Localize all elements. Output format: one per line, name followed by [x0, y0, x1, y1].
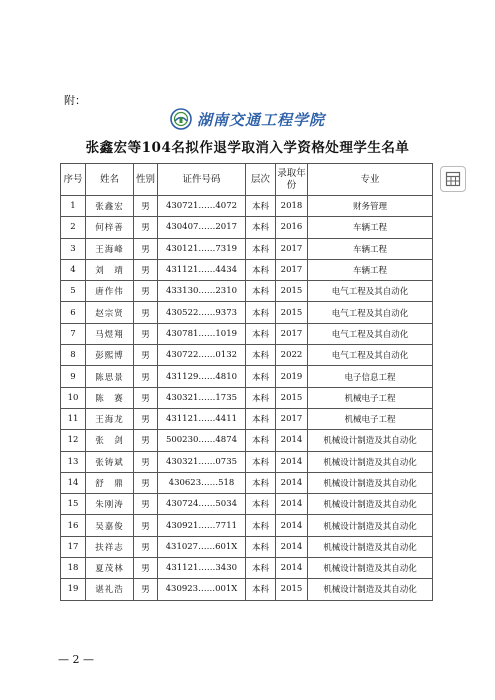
table-body	[61, 196, 433, 601]
cell-major: 机械设计制造及其自动化	[308, 536, 433, 557]
cell-name: 彭熙博	[86, 345, 134, 366]
cell-level: 本科	[246, 515, 276, 536]
cell-index: 11	[61, 408, 86, 429]
cell-major: 机械设计制造及其自动化	[308, 579, 433, 600]
cell-level: 本科	[246, 494, 276, 515]
cell-admission-year: 2019	[276, 366, 308, 387]
cell-index: 9	[61, 366, 86, 387]
cell-major: 电气工程及其自动化	[308, 345, 433, 366]
cell-major: 机械设计制造及其自动化	[308, 515, 433, 536]
cell-name: 夏茂林	[86, 558, 134, 579]
cell-admission-year: 2017	[276, 408, 308, 429]
cell-name: 张鑫宏	[86, 196, 134, 217]
cell-admission-year: 2017	[276, 259, 308, 280]
cell-level: 本科	[246, 345, 276, 366]
cell-id-number: 430923……001X	[158, 579, 246, 600]
table-row	[61, 366, 433, 387]
cell-level: 本科	[246, 238, 276, 259]
cell-major: 机械设计制造及其自动化	[308, 494, 433, 515]
cell-level: 本科	[246, 366, 276, 387]
cell-index: 5	[61, 281, 86, 302]
cell-id-number: 430722……0132	[158, 345, 246, 366]
header-id-number: 证件号码	[158, 164, 246, 196]
cell-level: 本科	[246, 387, 276, 408]
cell-level: 本科	[246, 281, 276, 302]
cell-name: 王海峰	[86, 238, 134, 259]
cell-id-number: 430623……518	[158, 472, 246, 493]
cell-gender: 男	[134, 302, 158, 323]
cell-index: 17	[61, 536, 86, 557]
cell-name: 王海龙	[86, 408, 134, 429]
cell-admission-year: 2018	[276, 196, 308, 217]
cell-index: 13	[61, 451, 86, 472]
cell-index: 12	[61, 430, 86, 451]
cell-name: 吴嘉俊	[86, 515, 134, 536]
cell-name: 谌礼浩	[86, 579, 134, 600]
cell-id-number: 431027……601X	[158, 536, 246, 557]
cell-gender: 男	[134, 408, 158, 429]
document-title: 张鑫宏等104名拟作退学取消入学资格处理学生名单	[85, 140, 410, 156]
cell-admission-year: 2017	[276, 323, 308, 344]
cell-admission-year: 2014	[276, 515, 308, 536]
cell-admission-year: 2014	[276, 451, 308, 472]
cell-index: 14	[61, 472, 86, 493]
cell-level: 本科	[246, 217, 276, 238]
cell-name: 刘 靖	[86, 259, 134, 280]
cell-major: 机械电子工程	[308, 408, 433, 429]
table-row	[61, 217, 433, 238]
cell-admission-year: 2016	[276, 217, 308, 238]
cell-admission-year: 2015	[276, 281, 308, 302]
cell-major: 机械设计制造及其自动化	[308, 451, 433, 472]
school-logo	[170, 106, 325, 132]
cell-gender: 男	[134, 238, 158, 259]
cell-major: 机械设计制造及其自动化	[308, 558, 433, 579]
student-roster-table	[60, 163, 433, 601]
cell-level: 本科	[246, 472, 276, 493]
cell-gender: 男	[134, 558, 158, 579]
cell-name: 赵宗贤	[86, 302, 134, 323]
cell-gender: 男	[134, 579, 158, 600]
cell-admission-year: 2022	[276, 345, 308, 366]
cell-gender: 男	[134, 345, 158, 366]
table-row	[61, 579, 433, 600]
table-row	[61, 281, 433, 302]
cell-name: 陈 赛	[86, 387, 134, 408]
table-row	[61, 558, 433, 579]
cell-name: 陈思景	[86, 366, 134, 387]
cell-level: 本科	[246, 259, 276, 280]
cell-gender: 男	[134, 259, 158, 280]
cell-admission-year: 2014	[276, 558, 308, 579]
cell-major: 机械设计制造及其自动化	[308, 430, 433, 451]
cell-level: 本科	[246, 196, 276, 217]
cell-index: 8	[61, 345, 86, 366]
cell-id-number: 431121……4411	[158, 408, 246, 429]
cell-admission-year: 2014	[276, 536, 308, 557]
cell-major: 机械设计制造及其自动化	[308, 472, 433, 493]
table-row	[61, 196, 433, 217]
table-row	[61, 259, 433, 280]
cell-major: 车辆工程	[308, 259, 433, 280]
table-tool-icon[interactable]	[440, 166, 466, 192]
table-row	[61, 515, 433, 536]
cell-major: 车辆工程	[308, 238, 433, 259]
cell-gender: 男	[134, 430, 158, 451]
cell-id-number: 431129……4810	[158, 366, 246, 387]
cell-level: 本科	[246, 451, 276, 472]
cell-id-number: 430321……0735	[158, 451, 246, 472]
cell-id-number: 431121……3430	[158, 558, 246, 579]
cell-id-number: 430522……9373	[158, 302, 246, 323]
cell-level: 本科	[246, 579, 276, 600]
table-header-row	[61, 164, 433, 196]
cell-level: 本科	[246, 558, 276, 579]
cell-admission-year: 2017	[276, 238, 308, 259]
cell-index: 7	[61, 323, 86, 344]
cell-major: 车辆工程	[308, 217, 433, 238]
table-row	[61, 345, 433, 366]
cell-gender: 男	[134, 366, 158, 387]
header-admission-year: 录取年份	[276, 164, 308, 196]
cell-admission-year: 2015	[276, 387, 308, 408]
cell-id-number: 430407……2017	[158, 217, 246, 238]
logo-text: 湖南交通工程学院	[197, 110, 326, 129]
cell-gender: 男	[134, 323, 158, 344]
cell-gender: 男	[134, 472, 158, 493]
cell-name: 张 剑	[86, 430, 134, 451]
cell-index: 15	[61, 494, 86, 515]
cell-name: 张铸斌	[86, 451, 134, 472]
cell-id-number: 430781……1019	[158, 323, 246, 344]
cell-name: 唐作伟	[86, 281, 134, 302]
cell-major: 电子信息工程	[308, 366, 433, 387]
cell-index: 6	[61, 302, 86, 323]
cell-index: 3	[61, 238, 86, 259]
cell-gender: 男	[134, 494, 158, 515]
header-index: 序号	[61, 164, 86, 196]
table-row	[61, 451, 433, 472]
cell-index: 2	[61, 217, 86, 238]
cell-level: 本科	[246, 430, 276, 451]
cell-index: 4	[61, 259, 86, 280]
cell-major: 机械电子工程	[308, 387, 433, 408]
cell-gender: 男	[134, 451, 158, 472]
cell-gender: 男	[134, 536, 158, 557]
cell-admission-year: 2014	[276, 494, 308, 515]
cell-level: 本科	[246, 302, 276, 323]
cell-level: 本科	[246, 536, 276, 557]
cell-index: 10	[61, 387, 86, 408]
cell-major: 财务管理	[308, 196, 433, 217]
cell-level: 本科	[246, 323, 276, 344]
cell-id-number: 430721……4072	[158, 196, 246, 217]
header-name: 姓名	[86, 164, 134, 196]
cell-gender: 男	[134, 217, 158, 238]
cell-name: 扶祥志	[86, 536, 134, 557]
cell-id-number: 430724……5034	[158, 494, 246, 515]
cell-name: 朱刚涛	[86, 494, 134, 515]
cell-gender: 男	[134, 281, 158, 302]
cell-admission-year: 2014	[276, 430, 308, 451]
cell-id-number: 431121……4434	[158, 259, 246, 280]
cell-index: 1	[61, 196, 86, 217]
cell-major: 电气工程及其自动化	[308, 281, 433, 302]
cell-gender: 男	[134, 387, 158, 408]
table-row	[61, 536, 433, 557]
table-row	[61, 302, 433, 323]
header-level: 层次	[246, 164, 276, 196]
cell-name: 舒 鼎	[86, 472, 134, 493]
cell-name: 何梓善	[86, 217, 134, 238]
school-emblem-icon	[170, 108, 192, 130]
cell-id-number: 430321……1735	[158, 387, 246, 408]
cell-id-number: 500230……4874	[158, 430, 246, 451]
cell-id-number: 430121……7319	[158, 238, 246, 259]
cell-id-number: 433130……2310	[158, 281, 246, 302]
cell-id-number: 430921……7711	[158, 515, 246, 536]
table-row	[61, 387, 433, 408]
table-grid-icon	[445, 171, 461, 187]
header-gender: 性别	[134, 164, 158, 196]
cell-index: 16	[61, 515, 86, 536]
cell-major: 电气工程及其自动化	[308, 302, 433, 323]
cell-name: 马煜翔	[86, 323, 134, 344]
cell-admission-year: 2015	[276, 302, 308, 323]
cell-index: 18	[61, 558, 86, 579]
cell-index: 19	[61, 579, 86, 600]
table-row	[61, 238, 433, 259]
table-row	[61, 494, 433, 515]
table-row	[61, 408, 433, 429]
table-row	[61, 430, 433, 451]
cell-admission-year: 2014	[276, 472, 308, 493]
cell-major: 电气工程及其自动化	[308, 323, 433, 344]
table-row	[61, 472, 433, 493]
table-row	[61, 323, 433, 344]
page-number: — 2 —	[58, 653, 94, 666]
cell-gender: 男	[134, 196, 158, 217]
cell-level: 本科	[246, 408, 276, 429]
header-major: 专业	[308, 164, 433, 196]
cell-admission-year: 2015	[276, 579, 308, 600]
cell-gender: 男	[134, 515, 158, 536]
attachment-label: 附：	[64, 94, 86, 107]
